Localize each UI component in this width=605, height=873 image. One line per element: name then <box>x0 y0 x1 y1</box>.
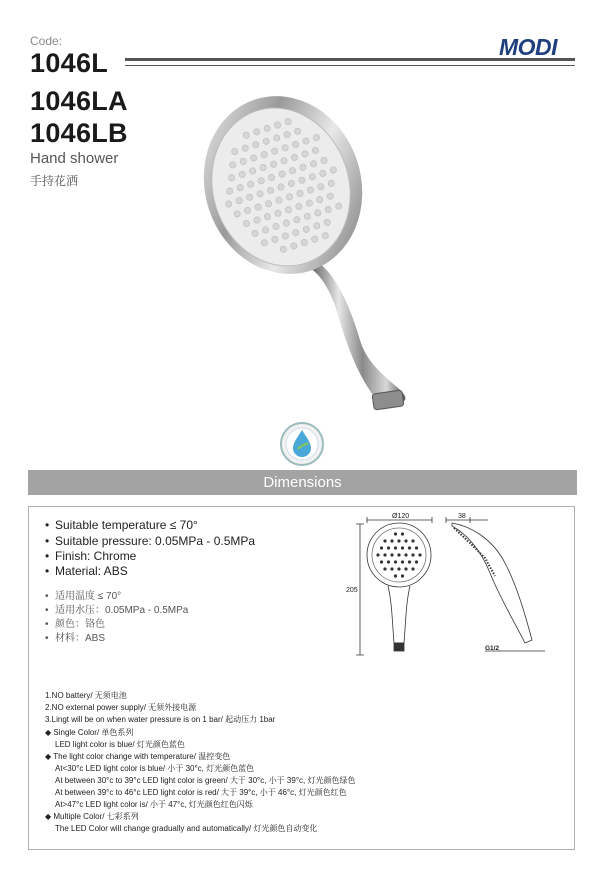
header-rule-thin <box>125 65 575 66</box>
spec-text: Suitable pressure: 0.05MPa - 0.5MPa <box>55 534 256 548</box>
spec-cn-text: 适用水压：0.05MPa - 0.5MPa <box>55 605 189 616</box>
thread-dimension-label: G1/2 <box>485 645 500 652</box>
drawing-nozzle <box>394 574 397 577</box>
dimensions-title: Dimensions <box>263 474 342 491</box>
drawing-nozzle <box>401 546 404 549</box>
drawing-nozzle <box>401 574 404 577</box>
drawing-nozzle <box>380 546 383 549</box>
note-line: 1.NO battery/ 无须电池 <box>45 691 127 700</box>
spec-cn-text: 材料：ABS <box>55 633 106 644</box>
drawing-nozzle <box>408 560 411 563</box>
drawing-nozzle <box>376 553 379 556</box>
drawing-nozzle <box>394 560 397 563</box>
spec-cn-finish: • 颜色：铬色 <box>45 619 105 630</box>
note-line: 2.NO external power supply/ 无须外接电源 <box>45 703 197 712</box>
spec-material: • Material: ABS <box>45 564 128 578</box>
spec-cn-material: • 材料：ABS <box>45 633 106 644</box>
drawing-nozzle <box>390 553 393 556</box>
drawing-nozzle <box>394 532 397 535</box>
drawing-nozzle <box>387 560 390 563</box>
drawing-nozzle <box>411 553 414 556</box>
height-dimension-label: 205 <box>346 587 358 594</box>
spec-cn-text: 适用温度 ≤ 70° <box>55 591 122 602</box>
product-name-en: Hand shower <box>30 150 119 167</box>
drawing-nozzle <box>411 567 414 570</box>
spec-cn-pressure: • 适用水压：0.05MPa - 0.5MPa <box>45 605 189 616</box>
drawing-nozzle <box>387 546 390 549</box>
model-code-1046lb: 1046LB <box>30 118 128 148</box>
note-line: 3.Lingt will be on when water pressure is on 1 bar/ 起动压力 1bar <box>45 715 276 724</box>
note-line: At between 39°c to 46°c LED light color is red/ 大于 39°c, 小于 46°c, 灯光颜色红色 <box>55 788 347 797</box>
drawing-nozzle <box>415 560 418 563</box>
drawing-nozzle <box>408 546 411 549</box>
hand-shower-image <box>195 90 425 420</box>
drawing-nozzle <box>404 553 407 556</box>
spec-pressure: • Suitable pressure: 0.05MPa - 0.5MPa <box>45 534 256 548</box>
note-line: At between 30°c to 39°c LED light color is green/ 大于 30°c, 小于 39°c, 灯光颜色绿色 <box>55 776 356 785</box>
model-code-1046l: 1046L <box>30 48 109 78</box>
drawing-nozzle <box>390 539 393 542</box>
note-line: ◆ Single Color/ 单色系列 <box>45 728 134 737</box>
note-line: ◆ Multiple Color/ 七彩系列 <box>45 812 139 821</box>
brand-logo: MODI <box>499 34 558 60</box>
drawing-nozzle <box>383 567 386 570</box>
water-drop-badge-icon <box>279 421 325 467</box>
drawing-nozzle <box>404 567 407 570</box>
drawing-nozzle <box>418 553 421 556</box>
dimensions-bar <box>28 470 577 495</box>
drawing-nozzle <box>383 539 386 542</box>
drawing-nozzle <box>401 532 404 535</box>
model-code-1046la: 1046LA <box>30 86 128 116</box>
dimension-drawing <box>340 508 570 668</box>
note-line: The LED Color will change gradually and automatically/ 灯光颜色自动变化 <box>55 824 318 833</box>
drawing-nozzle <box>415 546 418 549</box>
drawing-nozzle <box>397 553 400 556</box>
spec-temperature: • Suitable temperature ≤ 70° <box>45 518 198 532</box>
drawing-nozzle <box>380 560 383 563</box>
spec-cn-text: 颜色：铬色 <box>55 619 105 630</box>
drawing-nozzle <box>404 539 407 542</box>
note-line: At<30°c LED light color is blue/ 小于 30°c, 灯光颜色蓝色 <box>55 764 255 773</box>
spec-cn-temperature: • 适用温度 ≤ 70° <box>45 591 122 602</box>
spec-text: Suitable temperature ≤ 70° <box>55 518 198 532</box>
note-line: At>47°c LED light color is/ 小于 47°c, 灯光颜色红色闪烁 <box>55 800 253 809</box>
drawing-nozzle <box>397 539 400 542</box>
drawing-nozzle <box>390 567 393 570</box>
spec-text: Material: ABS <box>55 564 128 578</box>
depth-dimension-label: 38 <box>458 513 466 520</box>
drawing-nozzle <box>397 567 400 570</box>
product-name-cn: 手持花洒 <box>30 174 79 188</box>
drawing-nozzle <box>383 553 386 556</box>
spec-text: Finish: Chrome <box>55 549 137 563</box>
width-dimension-label: Ø120 <box>392 513 410 520</box>
note-line: LED light color is blue/ 灯光颜色蓝色 <box>55 740 185 749</box>
drawing-nozzle <box>401 560 404 563</box>
note-line: ◆ The light color change with temperature/ 温控变色 <box>45 752 231 761</box>
spec-finish: • Finish: Chrome <box>45 549 137 563</box>
drawing-nozzle <box>411 539 414 542</box>
drawing-nozzle <box>394 546 397 549</box>
code-label: Code: <box>30 34 63 48</box>
